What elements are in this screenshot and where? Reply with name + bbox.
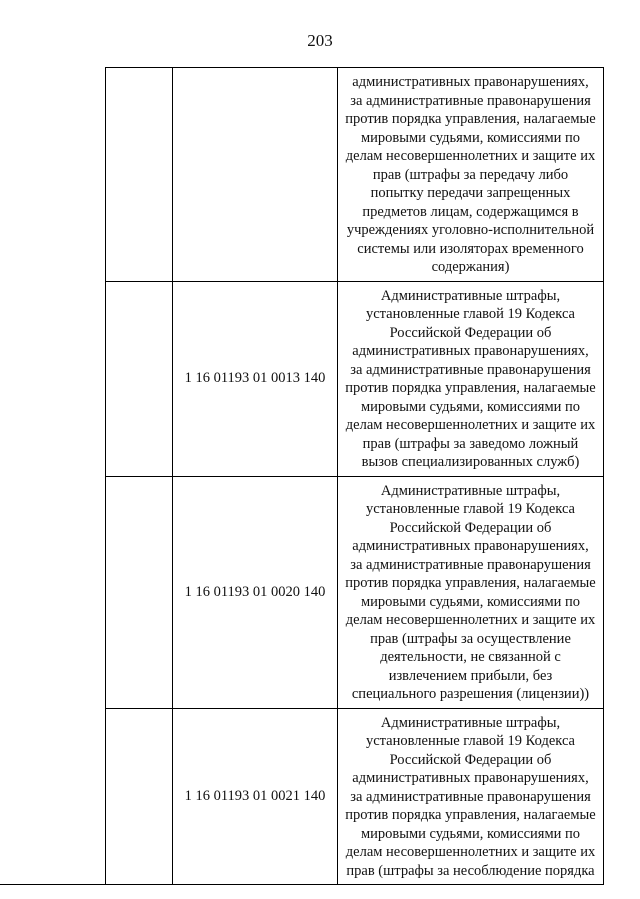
table-row [106, 68, 604, 282]
description-line: прав (штрафы за несоблюдение порядка [346, 862, 595, 879]
admin-code-cell [106, 68, 173, 282]
description-line: за административные правонарушения [350, 556, 591, 573]
description-line: делам несовершеннолетних и защите их [345, 612, 596, 628]
admin-code-cell [106, 281, 173, 476]
description-line: Российской Федерации об [389, 324, 552, 341]
table-row [106, 281, 604, 476]
description-line: системы или изоляторах временного [357, 240, 584, 257]
description-line: попытку передачи запрещенных [370, 185, 571, 201]
description-line: установленные главой 19 Кодекса [365, 306, 575, 322]
description-cell [338, 281, 604, 476]
description-line: мировыми судьями, комиссиями по [360, 398, 581, 415]
description-line: мировыми судьями, комиссиями по [360, 825, 581, 842]
budget-code-cell [173, 68, 338, 282]
description-line: вызов специализированных служб) [361, 454, 580, 470]
description-line: установленные главой 19 Кодекса [365, 733, 575, 749]
description-line: административных правонарушениях, [352, 770, 589, 786]
description-line: против порядка управления, налагаемые [345, 111, 596, 127]
description-line: административных правонарушениях, [352, 343, 589, 359]
budget-code-cell: 1 16 01193 01 0013 140 [173, 281, 338, 476]
description-cell [338, 68, 604, 282]
description-line: за административные правонарушения [350, 361, 591, 378]
description-line: мировыми судьями, комиссиями по [360, 129, 581, 146]
description-line: содержания) [431, 259, 510, 275]
description-line: за административные правонарушения [350, 788, 591, 805]
admin-code-cell [106, 476, 173, 708]
page-number: 203 [307, 31, 333, 50]
description-line: предметов лицам, содержащимся в [362, 203, 579, 220]
description-line: делам несовершеннолетних и защите их [345, 148, 596, 164]
description-line: Административные штрафы, [380, 482, 561, 499]
description-line: мировыми судьями, комиссиями по [360, 593, 581, 610]
description-line: специального разрешения (лицензии)) [351, 686, 590, 702]
table-row [106, 476, 604, 708]
description-line: против порядка управления, налагаемые [345, 575, 596, 591]
budget-code-cell: 1 16 01193 01 0021 140 [173, 708, 338, 885]
description-line: административных правонарушениях, [352, 538, 589, 554]
description-line: за административные правонарушения [350, 92, 591, 109]
footnote-divider [0, 884, 180, 885]
description-line: Российской Федерации об [389, 519, 552, 536]
budget-code-table [105, 67, 604, 885]
budget-code-cell: 1 16 01193 01 0020 140 [173, 476, 338, 708]
description-line: Российской Федерации об [389, 751, 552, 768]
description-line: против порядка управления, налагаемые [345, 807, 596, 823]
description-line: делам несовершеннолетних и защите их [345, 844, 596, 860]
description-line: прав (штрафы за передачу либо [372, 166, 569, 183]
description-cell [338, 476, 604, 708]
description-line: делам несовершеннолетних и защите их [345, 417, 596, 433]
description-line: Административные штрафы, [380, 714, 561, 731]
description-line: извлечением прибыли, без [388, 667, 553, 684]
description-line: прав (штрафы за осуществление [370, 630, 571, 647]
description-line: деятельности, не связанной с [380, 649, 561, 665]
description-cell [338, 708, 604, 885]
description-line: установленные главой 19 Кодекса [365, 501, 575, 517]
table-row [106, 708, 604, 885]
description-line: Административные штрафы, [380, 287, 561, 304]
description-line: учреждениях уголовно-исполнительной [346, 222, 595, 238]
admin-code-cell [106, 708, 173, 885]
description-line: административных правонарушениях, [352, 74, 589, 90]
description-line: против порядка управления, налагаемые [345, 380, 596, 396]
description-line: прав (штрафы за заведомо ложный [362, 435, 579, 452]
